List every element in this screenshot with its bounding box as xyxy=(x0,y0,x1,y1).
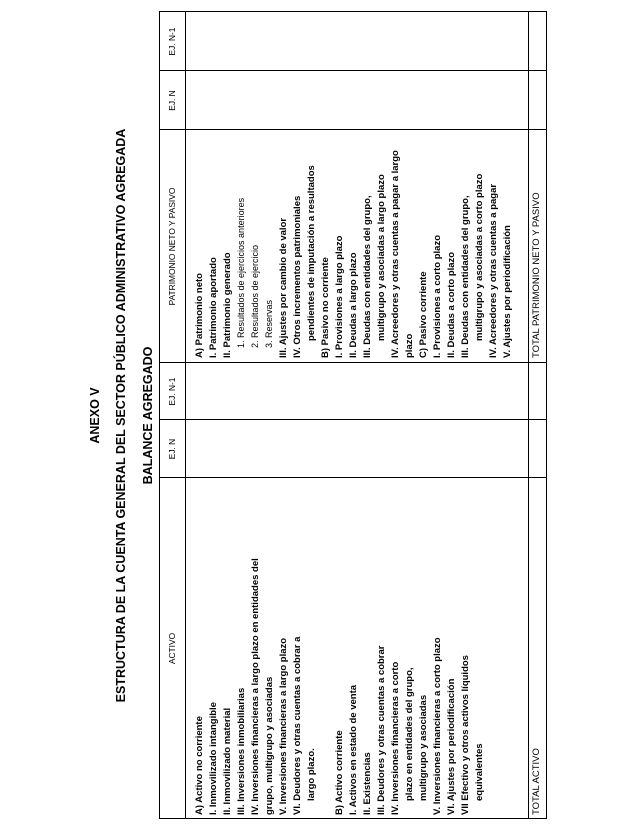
total-top-border xyxy=(528,11,529,819)
header-left-ej-n: EJ. N xyxy=(167,438,177,460)
structure-title: ESTRUCTURA DE LA CUENTA GENERAL DEL SECTOR PÚBLICO ADMINISTRATIVO AGREGADA xyxy=(114,128,128,703)
mid-divider xyxy=(159,362,547,363)
annex-title: ANEXO V xyxy=(88,387,102,444)
header-left-ej-n1: EJ. N-1 xyxy=(167,377,177,406)
list-item: II. Deudas a largo plazo xyxy=(348,252,359,358)
right-label-divider xyxy=(159,129,547,130)
list-item: A) Patrimonio neto xyxy=(194,273,205,358)
list-item: I. Provisiones a largo plazo xyxy=(334,235,345,358)
left-col-divider xyxy=(159,419,547,420)
list-item: 3. Reservas xyxy=(264,299,274,348)
list-item: VI. Deudores y otras cuentas a cobrar a xyxy=(292,636,303,815)
list-item: multigrupo y asociadas a largo plazo xyxy=(376,174,387,341)
list-item: III. Inversiones inmobiliarias xyxy=(236,687,247,815)
list-item: II. Inmovilizado material xyxy=(222,707,233,815)
list-item: I. Activos en estado de venta xyxy=(348,684,359,815)
list-item: V. Inversiones financieras a corto plazo xyxy=(432,637,443,815)
list-item: V. Ajustes por periodificación xyxy=(502,225,513,358)
right-col-divider xyxy=(159,70,547,71)
header-bottom-border xyxy=(185,11,186,819)
header-right-ej-n1: EJ. N-1 xyxy=(167,27,177,56)
table-top-border xyxy=(159,11,160,819)
list-item: A) Activo no corriente xyxy=(194,716,205,815)
list-item: grupo, multigrupo y asociadas xyxy=(264,676,275,815)
list-item: pendientes de imputación a resultados xyxy=(306,165,317,341)
list-item: B) Activo corriente xyxy=(334,730,345,815)
balance-title: BALANCE AGREGADO xyxy=(141,346,155,485)
list-item: II. Existencias xyxy=(362,752,373,815)
list-item: plazo xyxy=(404,333,415,358)
header-activo: ACTIVO xyxy=(167,632,177,665)
table-left-border xyxy=(159,818,547,819)
list-item: 1. Resultados de ejercicios anteriores xyxy=(236,197,246,348)
header-right-ej-n: EJ. N xyxy=(167,90,177,111)
left-label-divider xyxy=(159,477,547,478)
total-patrimonio-label: TOTAL PATRIMONIO NETO Y PASIVO xyxy=(531,192,542,358)
total-activo-label: TOTAL ACTIVO xyxy=(531,748,542,815)
list-item: II. Patrimonio generado xyxy=(222,252,233,358)
list-item: I. Provisiones a corto plazo xyxy=(432,234,443,358)
list-item: III. Deudores y otras cuentas a cobrar xyxy=(376,645,387,815)
table-right-border xyxy=(159,11,547,12)
list-item: III. Deudas con entidades del grupo, xyxy=(460,195,471,358)
list-item: I. Inmovilizado intangible xyxy=(208,702,219,815)
list-item: V. Inversiones financieras a largo plazo xyxy=(278,637,289,815)
list-item: multigrupo y asociadas xyxy=(418,694,429,801)
list-item: IV. Inversiones financieras a largo plazo en entidades del xyxy=(250,558,261,815)
list-item: VI. Ajustes por periodificación xyxy=(446,678,457,815)
list-item: VII Efectivo y otros activos líquidos xyxy=(460,655,471,815)
header-patrimonio: PATRIMONIO NETO Y PASIVO xyxy=(167,187,177,306)
list-item: C) Pasivo corriente xyxy=(418,271,429,358)
list-item: IV. Otros incrementos patrimoniales xyxy=(292,195,303,358)
list-item: III. Deudas con entidades del grupo, xyxy=(362,195,373,358)
list-item: equivalentes xyxy=(474,743,485,801)
list-item: plazo en entidades del grupo, xyxy=(404,667,415,801)
list-item: I. Patrimonio aportado xyxy=(208,257,219,358)
list-item: multigrupo y asociadas a corto plazo xyxy=(474,173,485,341)
table-bottom-border xyxy=(546,11,547,819)
list-item: II. Deudas a corto plazo xyxy=(446,251,457,358)
list-item: III. Ajustes por cambio de valor xyxy=(278,217,289,358)
list-item: IV. Acreedores y otras cuentas a pagar xyxy=(488,183,499,358)
list-item: largo plazo. xyxy=(306,748,317,801)
list-item: IV. Inversiones financieras a corto xyxy=(390,661,401,815)
list-item: B) Pasivo no corriente xyxy=(320,257,331,358)
list-item: 2. Resultados de ejercicio xyxy=(250,244,260,348)
list-item: IV. Acreedores y otras cuentas a pagar a largo xyxy=(390,150,401,358)
